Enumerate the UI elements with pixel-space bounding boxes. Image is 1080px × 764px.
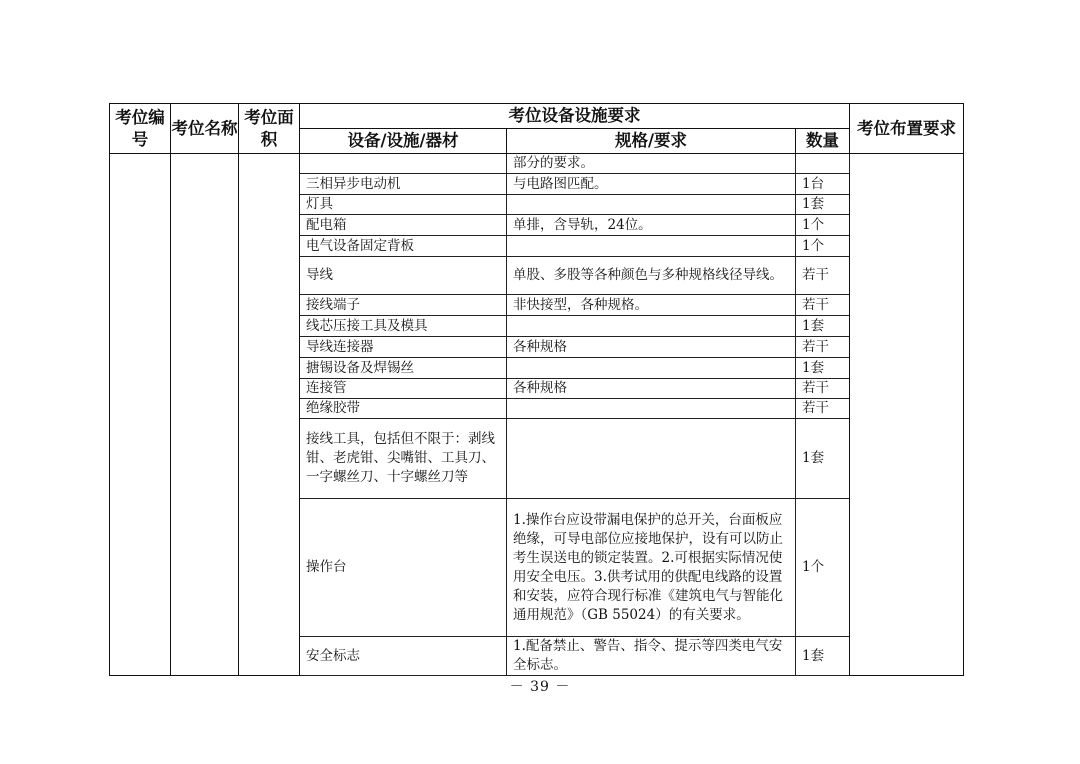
cell-layout: [850, 154, 964, 676]
header-layout-requirements: 考位布置要求: [850, 104, 964, 154]
cell-spec: [507, 195, 796, 215]
cell-equipment: 三相异步电动机: [300, 174, 507, 195]
cell-equipment: [300, 154, 507, 174]
cell-spec: 各种规格: [507, 379, 796, 399]
cell-equipment: 灯具: [300, 195, 507, 215]
cell-spec: 单股、多股等各种颜色与多种规格线径导线。: [507, 257, 796, 295]
cell-equipment: 安全标志: [300, 637, 507, 676]
cell-qty: 若干: [796, 399, 850, 419]
cell-spec: 非快接型，各种规格。: [507, 295, 796, 316]
page-number: － 39 －: [509, 679, 571, 695]
cell-spec: [507, 316, 796, 337]
cell-equipment: 导线连接器: [300, 337, 507, 358]
cell-qty: 1套: [796, 637, 850, 676]
cell-qty: 1套: [796, 419, 850, 499]
header-quantity: 数量: [796, 129, 850, 154]
header-spec: 规格/要求: [507, 129, 796, 154]
cell-spec: 与电路图匹配。: [507, 174, 796, 195]
cell-qty: 若干: [796, 379, 850, 399]
cell-equipment: 配电箱: [300, 215, 507, 236]
cell-spec: 部分的要求。: [507, 154, 796, 174]
cell-spec: [507, 399, 796, 419]
cell-qty: 1个: [796, 499, 850, 637]
cell-equipment: 接线工具，包括但不限于：剥线钳、老虎钳、尖嘴钳、工具刀、一字螺丝刀、十字螺丝刀等: [300, 419, 507, 499]
requirements-table: [109, 103, 964, 676]
cell-qty: 1套: [796, 316, 850, 337]
cell-exam-area: [239, 154, 300, 676]
cell-qty: 若干: [796, 337, 850, 358]
cell-spec: 各种规格: [507, 337, 796, 358]
cell-qty: 若干: [796, 295, 850, 316]
cell-equipment: 连接管: [300, 379, 507, 399]
cell-equipment: 搪锡设备及焊锡丝: [300, 358, 507, 379]
header-equipment-group: 考位设备设施要求: [300, 104, 850, 129]
table-row: [110, 154, 964, 174]
header-exam-number: 考位编号: [110, 104, 171, 154]
cell-qty: 若干: [796, 257, 850, 295]
header-exam-name: 考位名称: [171, 104, 239, 154]
cell-spec: 1.操作台应设带漏电保护的总开关，台面板应绝缘，可导电部位应接地保护，设有可以防止考生误送电的锁定装置。2.可根据实际情况使用安全电压。3.供考试用的供配电线路的设置和安装，应符合现行标准《建筑电气与智能化通用规范》（GB 55024）的有关要求。: [507, 499, 796, 637]
header-equipment: 设备/设施/器材: [300, 129, 507, 154]
cell-qty: 1套: [796, 195, 850, 215]
cell-spec: 1.配备禁止、警告、指令、提示等四类电气安全标志。: [507, 637, 796, 676]
cell-spec: [507, 419, 796, 499]
cell-equipment: 电气设备固定背板: [300, 236, 507, 257]
cell-spec: [507, 358, 796, 379]
cell-equipment: 绝缘胶带: [300, 399, 507, 419]
cell-spec: 单排，含导轨，24位。: [507, 215, 796, 236]
cell-qty: 1个: [796, 215, 850, 236]
cell-qty: [796, 154, 850, 174]
cell-qty: 1套: [796, 358, 850, 379]
cell-exam-number: [110, 154, 171, 676]
cell-equipment: 操作台: [300, 499, 507, 637]
cell-equipment: 线芯压接工具及模具: [300, 316, 507, 337]
header-exam-area: 考位面积: [239, 104, 300, 154]
cell-qty: 1个: [796, 236, 850, 257]
cell-equipment: 接线端子: [300, 295, 507, 316]
cell-qty: 1台: [796, 174, 850, 195]
cell-exam-name: [171, 154, 239, 676]
cell-equipment: 导线: [300, 257, 507, 295]
cell-spec: [507, 236, 796, 257]
